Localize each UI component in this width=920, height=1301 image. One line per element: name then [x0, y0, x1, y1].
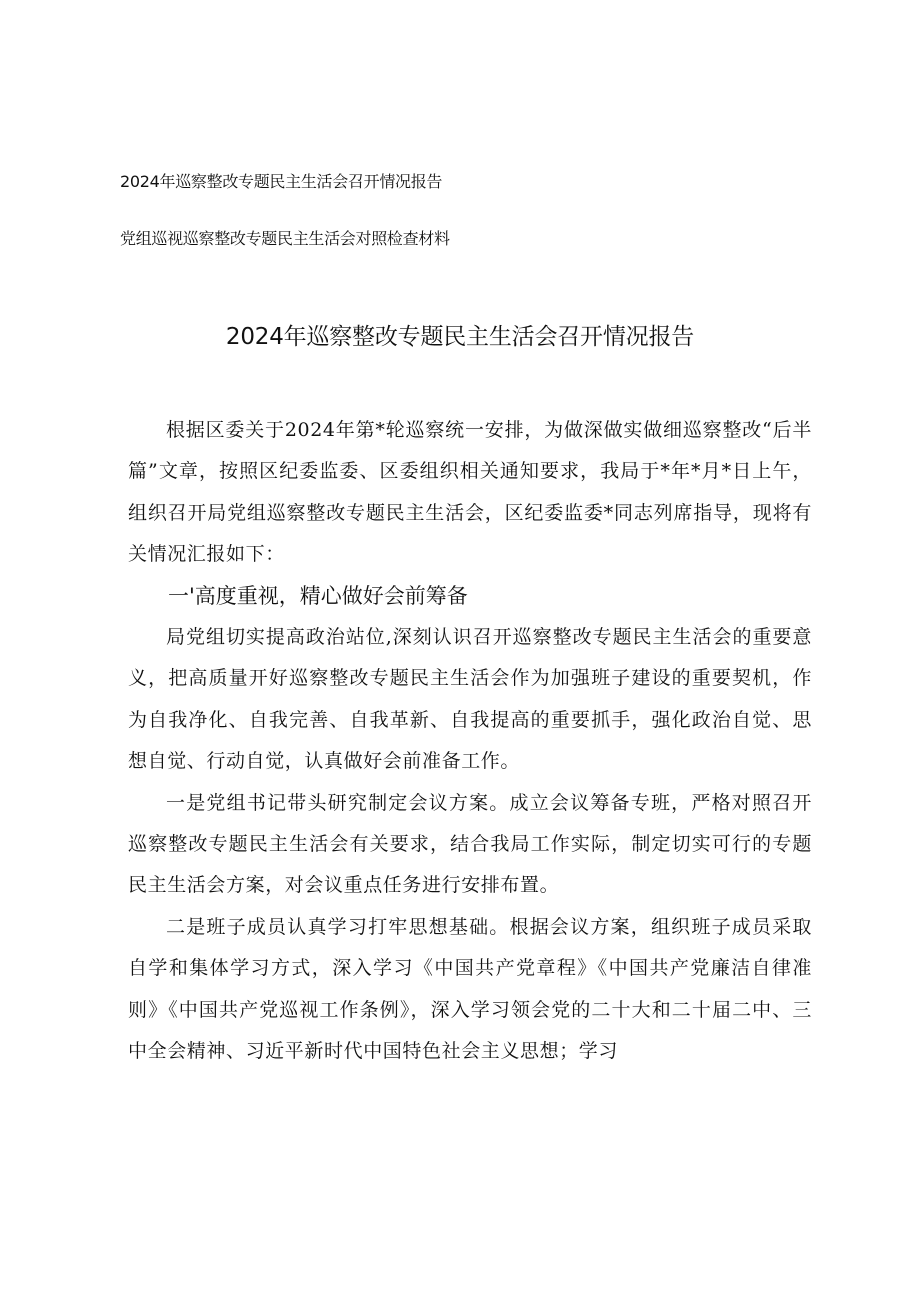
document-body: [128, 410, 812, 1073]
document-title: 2024年巡察整改专题民主生活会召开情况报告: [225, 324, 695, 350]
section1-paragraph-2: 一是党组书记带头研究制定会议方案。成立会议筹备专班，严格对照召开巡察整改专题民主生活会有关要求，结合我局工作实际，制定切实可行的专题民主生活会方案，对会议重点任务进行安排布置。: [128, 791, 812, 897]
section1-paragraph-3: 二是班子成员认真学习打牢思想基础。根据会议方案，组织班子成员采取自学和集体学习方式，深入学习《中国共产党章程》《中国共产党廉洁自律准则》《中国共产党巡视工作条例》，深入学习领会党的二十大和二十届二中、三中全会精神、习近平新时代中国特色社会主义思想；学习: [128, 915, 812, 1063]
intro-paragraph: 根据区委关于2024年第*轮巡察统一安排，为做深做实做细巡察整改“后半篇”文章，按照区纪委监委、区委组织相关通知要求，我局于*年*月*日上午，组织召开局党组巡察整改专题民主生活会，区纪委监委*同志列席指导，现将有关情况汇报如下：: [128, 419, 812, 566]
section1-paragraph-1: 局党组切实提高政治站位,深刻认识召开巡察整改专题民主生活会的重要意义，把高质量开好巡察整改专题民主生活会作为加强班子建设的重要契机，作为自我净化、自我完善、自我革新、自我提高的重要抓手，强化政治自觉、思想自觉、行动自觉，认真做好会前准备工作。: [128, 626, 812, 773]
toc-line-2: 党组巡视巡察整改专题民主生活会对照检查材料: [120, 229, 450, 248]
section-heading-1: 一'高度重视，精心做好会前筹备: [168, 583, 468, 608]
toc-line-1: 2024年巡察整改专题民主生活会召开情况报告: [120, 172, 443, 191]
